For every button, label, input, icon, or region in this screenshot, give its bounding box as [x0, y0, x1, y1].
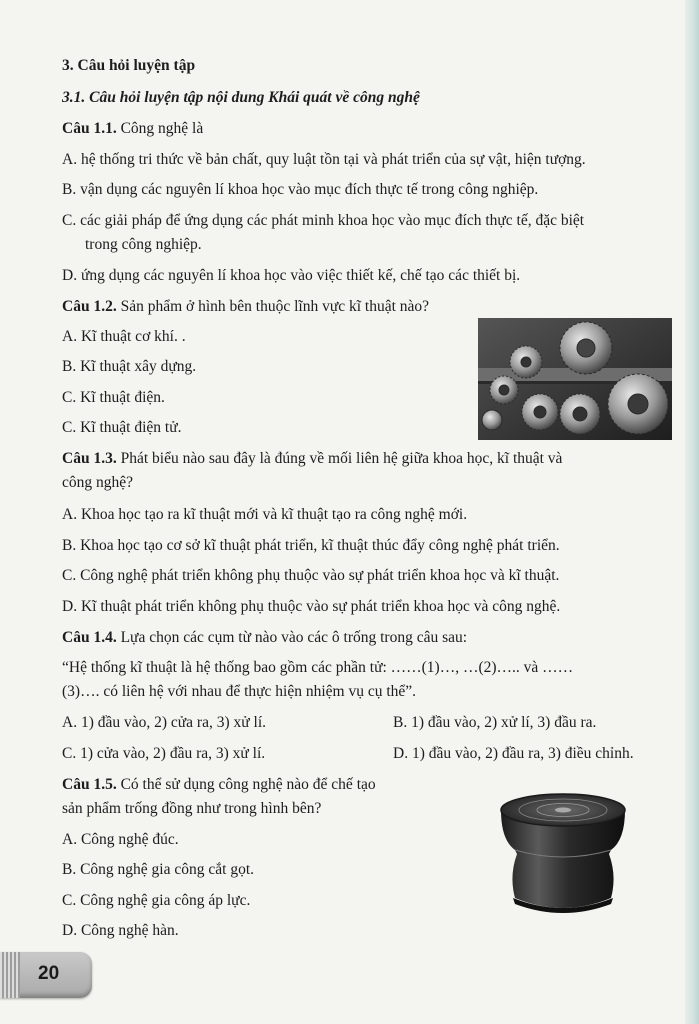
option-b: B. Khoa học tạo cơ sở kĩ thuật phát triển, kĩ thuật thúc đẩy công nghệ phát triển. [62, 537, 560, 554]
option-c-continued: trong công nghiệp. [85, 236, 202, 253]
option-d: D. Kĩ thuật phát triển không phụ thuộc vào sự phát triển khoa học và công nghệ. [62, 598, 561, 615]
page-number: 20 [38, 963, 60, 984]
question-text: Công nghệ là [116, 120, 204, 137]
question-text: Lựa chọn các cụm từ nào vào các ô trống trong câu sau: [116, 629, 468, 646]
option-a: A. 1) đầu vào, 2) cửa ra, 3) xử lí. [62, 714, 267, 731]
question-label: Câu 1.4. [62, 629, 117, 646]
question-1-5 [62, 775, 376, 795]
question-text: Có thể sử dụng công nghệ nào để chế tạo [116, 776, 376, 793]
option-d: D. 1) đầu vào, 2) đầu ra, 3) điều chỉnh. [393, 745, 634, 762]
question-1-3 [62, 449, 562, 469]
question-label: Câu 1.5. [62, 776, 117, 793]
gears-machine-image [478, 318, 672, 440]
option-b: B. Công nghệ gia công cắt gọt. [62, 861, 254, 878]
question-text: Phát biểu nào sau đây là đúng về mối liên hệ giữa khoa học, kĩ thuật và [116, 450, 563, 467]
option-b: B. Kĩ thuật xây dựng. [62, 358, 197, 375]
tab-stripes [0, 952, 20, 998]
page-number-tab [0, 952, 92, 998]
question-text: Sản phẩm ở hình bên thuộc lĩnh vực kĩ thuật nào? [116, 298, 430, 315]
question-1-1 [62, 119, 203, 139]
question-text-continued: công nghệ? [62, 474, 134, 491]
option-b: B. vận dụng các nguyên lí khoa học vào mục đích thực tế trong công nghiệp. [62, 181, 539, 198]
page-edge [685, 0, 699, 1024]
option-c: C. Công nghệ gia công áp lực. [62, 892, 251, 909]
option-d: C. Kĩ thuật điện tử. [62, 419, 182, 436]
option-a: A. Kĩ thuật cơ khí. . [62, 328, 186, 345]
quote-line-2: (3)…. có liên hệ với nhau để thực hiện nhiệm vụ cụ thể”. [62, 683, 417, 700]
subsection-title: 3.1. Câu hỏi luyện tập nội dung Khái quát về công nghệ [62, 89, 420, 106]
option-c: C. Kĩ thuật điện. [62, 389, 165, 406]
option-a: A. Khoa học tạo ra kĩ thuật mới và kĩ thuật tạo ra công nghệ mới. [62, 506, 468, 523]
option-c: C. các giải pháp để ứng dụng các phát minh khoa học vào mục đích thực tế, đặc biệt [62, 212, 585, 229]
quote-line-1: “Hệ thống kĩ thuật là hệ thống bao gồm các phần tử: ……(1)…, …(2)….. và …… [62, 659, 574, 676]
option-a: A. Công nghệ đúc. [62, 831, 179, 848]
question-1-4 [62, 628, 467, 648]
section-title: 3. Câu hỏi luyện tập [62, 57, 196, 74]
option-c: C. 1) cửa vào, 2) đầu ra, 3) xử lí. [62, 745, 266, 762]
question-label: Câu 1.3. [62, 450, 117, 467]
option-d: D. Công nghệ hàn. [62, 922, 179, 939]
option-a: A. hệ thống tri thức về bản chất, quy luật tồn tại và phát triển của sự vật, hiện tượng. [62, 151, 586, 168]
option-b: B. 1) đầu vào, 2) xử lí, 3) đầu ra. [393, 714, 597, 731]
option-c: C. Công nghệ phát triển không phụ thuộc vào sự phát triển khoa học và kĩ thuật. [62, 567, 560, 584]
question-text-continued: sản phẩm trống đồng như trong hình bên? [62, 800, 322, 817]
option-d: D. ứng dụng các nguyên lí khoa học vào việc thiết kế, chế tạo các thiết bị. [62, 267, 521, 284]
question-label: Câu 1.2. [62, 298, 117, 315]
question-label: Câu 1.1. [62, 120, 117, 137]
question-1-2 [62, 297, 429, 317]
bronze-drum-image [493, 780, 633, 920]
